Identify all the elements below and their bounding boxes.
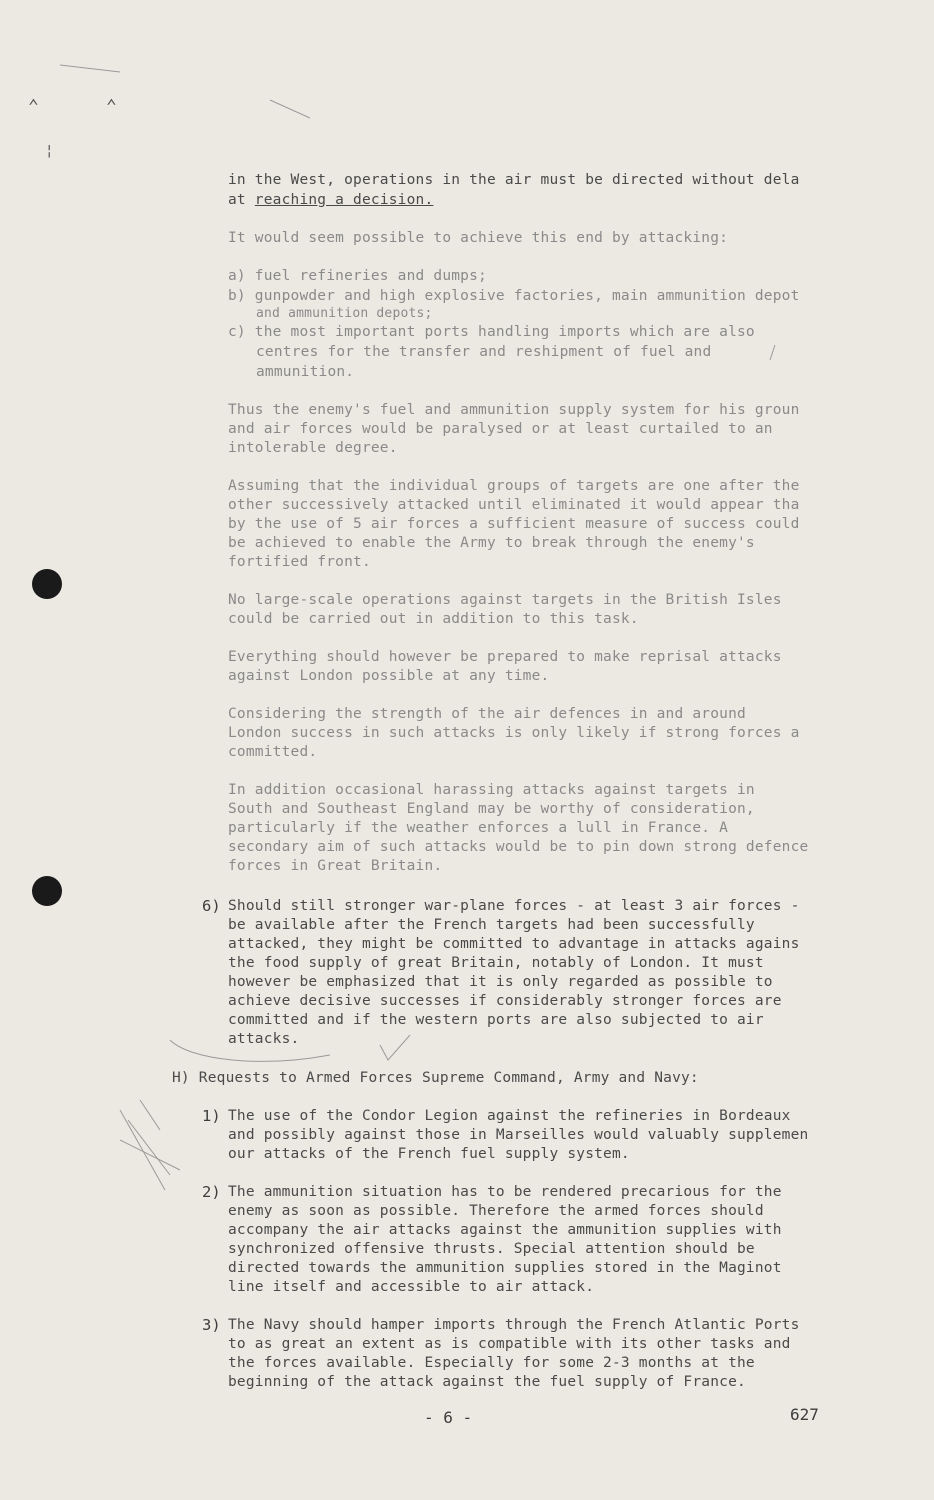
request-3-line: beginning of the attack against the fuel supply of France. <box>228 1374 746 1390</box>
list-item-c-cont: ammunition. <box>256 364 355 380</box>
in-addition-line: In addition occasional harassing attacks against targets in <box>228 782 755 798</box>
intro-line <box>228 190 858 210</box>
item-6-line: the food supply of great Britain, notably of London. It must <box>228 955 764 971</box>
margin-mark-icon: ¦ <box>45 143 54 159</box>
assuming-line: Assuming that the individual groups of targets are one after the <box>228 478 800 494</box>
thus-line: and air forces would be paralysed or at least curtailed to an <box>228 421 773 437</box>
request-1-line: and possibly against those in Marseilles would valuably supplemen <box>228 1127 809 1143</box>
item-6-line: be available after the French targets had been successfully <box>228 917 755 933</box>
underlined-phrase: reaching a decision. <box>254 192 434 208</box>
in-addition-line: South and Southeast England may be worthy of consideration, <box>228 801 755 817</box>
request-2-label: 2) <box>202 1183 221 1201</box>
item-6-line: attacked, they might be committed to advantage in attacks agains <box>228 936 800 952</box>
in-addition-line: particularly if the weather enforces a lull in France. A <box>228 820 729 836</box>
assuming-line: fortified front. <box>228 554 371 570</box>
request-3-line: the forces available. Especially for some 2-3 months at the <box>228 1355 755 1371</box>
request-2-line: The ammunition situation has to be rendered precarious for the <box>228 1184 782 1200</box>
request-1-line: our attacks of the French fuel supply system. <box>228 1146 630 1162</box>
request-2-line: line itself and accessible to air attack. <box>228 1279 595 1295</box>
request-1-label: 1) <box>202 1107 221 1125</box>
no-large-line: could be carried out in addition to this task. <box>228 611 639 627</box>
list-item-b: b) gunpowder and high explosive factories, main ammunition depot <box>228 288 800 304</box>
considering-line: Considering the strength of the air defences in and around <box>228 706 746 722</box>
in-addition-line: forces in Great Britain. <box>228 858 443 874</box>
assuming-line: be achieved to enable the Army to break through the enemy's <box>228 535 755 551</box>
request-3-label: 3) <box>202 1316 221 1334</box>
intro-line: in the West, operations in the air must be directed without dela <box>228 172 800 188</box>
section-h-heading: H) Requests to Armed Forces Supreme Command, Army and Navy: <box>172 1070 699 1086</box>
request-2-line: enemy as soon as possible. Therefore the armed forces should <box>228 1203 764 1219</box>
assuming-line: by the use of 5 air forces a sufficient measure of success could <box>228 516 800 532</box>
page-number: - 6 - <box>424 1408 473 1427</box>
list-item-c-cont: centres for the transfer and reshipment of fuel and <box>256 344 712 360</box>
item-6-line: achieve decisive successes if considerably stronger forces are <box>228 993 782 1009</box>
request-3-line: to as great an extent as is compatible with its other tasks and <box>228 1336 791 1352</box>
list-item-b-cont: and ammunition depots; <box>256 306 433 321</box>
thus-line: intolerable degree. <box>228 440 398 456</box>
margin-mark-icon: ⌃ <box>106 96 117 117</box>
request-2-line: synchronized offensive thrusts. Special attention should be <box>228 1241 755 1257</box>
intro-text: at <box>228 192 255 208</box>
paragraph-line: It would seem possible to achieve this end by attacking: <box>228 230 729 246</box>
no-large-line: No large-scale operations against targets in the British Isles <box>228 592 782 608</box>
item-6-line: Should still stronger war-plane forces - at least 3 air forces - <box>228 898 800 914</box>
request-3-line: The Navy should hamper imports through the French Atlantic Ports <box>228 1317 800 1333</box>
list-item-c: c) the most important ports handling imports which are also <box>228 324 755 340</box>
assuming-line: other successively attacked until eliminated it would appear tha <box>228 497 800 513</box>
considering-line: committed. <box>228 744 318 760</box>
in-addition-line: secondary aim of such attacks would be to pin down strong defence <box>228 839 809 855</box>
item-6-line: attacks. <box>228 1031 300 1047</box>
request-2-line: directed towards the ammunition supplies stored in the Maginot <box>228 1260 782 1276</box>
margin-mark-icon: ⌃ <box>28 96 39 117</box>
item-6-label: 6) <box>202 897 221 915</box>
list-item-a: a) fuel refineries and dumps; <box>228 268 487 284</box>
everything-line: Everything should however be prepared to make reprisal attacks <box>228 649 782 665</box>
considering-line: London success in such attacks is only likely if strong forces a <box>228 725 800 741</box>
everything-line: against London possible at any time. <box>228 668 550 684</box>
archive-number: 627 <box>790 1405 819 1424</box>
request-1-line: The use of the Condor Legion against the refineries in Bordeaux <box>228 1108 791 1124</box>
request-2-line: accompany the air attacks against the ammunition supplies with <box>228 1222 782 1238</box>
item-6-line: committed and if the western ports are also subjected to air <box>228 1012 764 1028</box>
item-6-line: however be emphasized that it is only regarded as possible to <box>228 974 773 990</box>
thus-line: Thus the enemy's fuel and ammunition supply system for his groun <box>228 402 800 418</box>
